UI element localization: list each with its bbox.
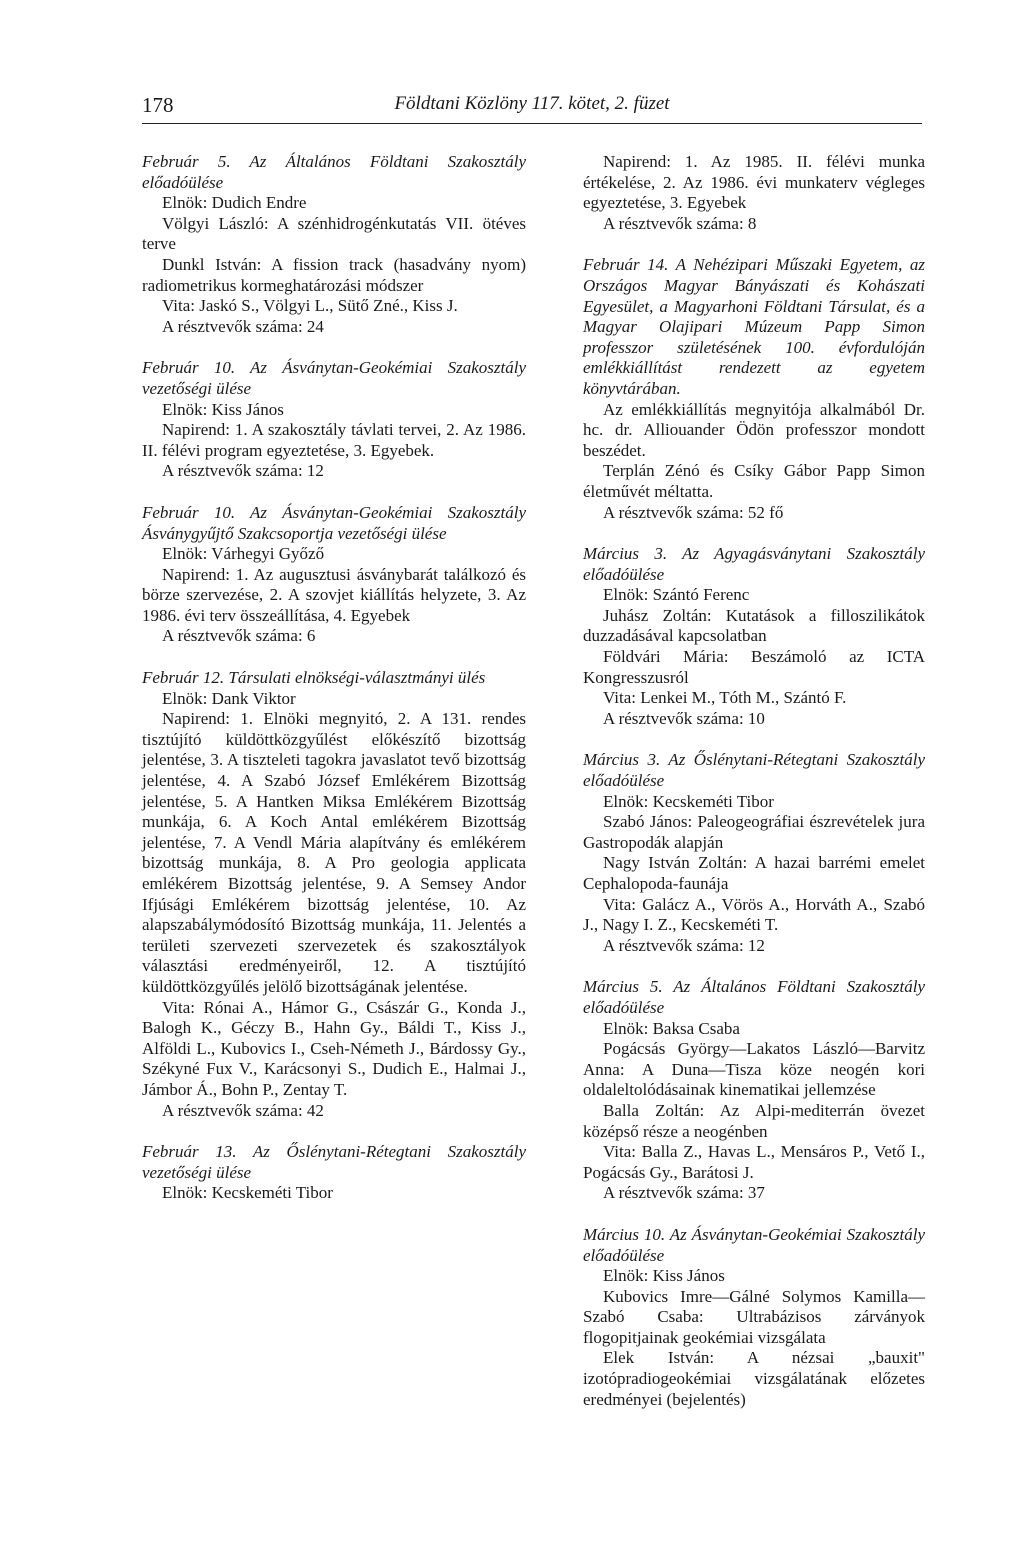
entry-line: Völgyi László: A szénhidrogénkutatás VII. ötéves terve	[142, 213, 526, 254]
page-number: 178	[142, 93, 174, 117]
running-header	[142, 93, 922, 124]
entry-line: Kubovics Imre—Gálné Solymos Kamilla—Szabó Csaba: Ultrabázisos zárványok flogopitjainak geokémiai vizsgálata	[583, 1286, 925, 1347]
meeting-entry	[583, 255, 925, 523]
entry-title: Február 10. Az Ásványtan-Geokémiai Szakosztály Ásványgyűjtő Szakcsoportja vezetőségi ülése	[142, 502, 526, 543]
meeting-entry	[583, 977, 925, 1204]
entry-line: Vita: Galácz A., Vörös A., Horváth A., Szabó J., Nagy I. Z., Kecskeméti T.	[583, 894, 925, 935]
entry-line: Szabó János: Paleogeográfiai észrevételek jura Gastropodák alapján	[583, 812, 925, 852]
meeting-entry	[142, 668, 526, 1121]
right-column	[583, 152, 925, 1431]
entry-line: Elnök: Kecskeméti Tibor	[603, 791, 774, 811]
left-column	[142, 152, 526, 1225]
entry-line: Terplán Zénó és Csíky Gábor Papp Simon életművét méltatta.	[583, 461, 925, 501]
entry-line: Nagy István Zoltán: A hazai barrémi emelet Cephalopoda-faunája	[583, 853, 925, 893]
entry-line: Elnök: Kiss János	[162, 399, 284, 419]
entry-line: A résztvevők száma: 12	[603, 935, 765, 955]
entry-title: Február 5. Az Általános Földtani Szakosztály előadóülése	[142, 152, 526, 192]
entry-line: A résztvevők száma: 6	[162, 626, 316, 646]
entry-line: A résztvevők száma: 52 fő	[603, 502, 784, 522]
meeting-entry	[583, 544, 925, 729]
entry-line: Vita: Rónai A., Hámor G., Császár G., Konda J., Balogh K., Géczy B., Hahn Gy., Báldi T., Kiss J., Alföldi L., Kubovics I., Cseh-Németh J., Bárdossy Gy., Székyné Fux V., Karácsonyi S., Dudich E., Halmai J., Jámbor Á., Bohn P., Zentay T.	[142, 997, 526, 1099]
entry-line: Elek István: A nézsai „bauxit" izotópradiogeokémiai vizsgálatának előzetes eredményei (bejelentés)	[583, 1348, 925, 1409]
meeting-entry	[583, 1225, 925, 1410]
entry-line: Elnök: Dank Viktor	[162, 688, 296, 708]
entry-line: A résztvevők száma: 42	[162, 1100, 324, 1120]
entry-line: Vita: Jaskó S., Völgyi L., Sütő Zné., Kiss J.	[162, 296, 458, 316]
entry-title: Február 12. Társulati elnökségi-választmányi ülés	[142, 668, 486, 688]
entry-line: A résztvevők száma: 8	[603, 213, 757, 233]
journal-title: Földtani Közlöny 117. kötet, 2. füzet	[394, 93, 670, 114]
entry-title: Február 13. Az Őslénytani-Rétegtani Szakosztály vezetőségi ülése	[142, 1142, 526, 1182]
entry-line: Vita: Balla Z., Havas L., Mensáros P., Vető I., Pogácsás Gy., Barátosi J.	[583, 1142, 925, 1182]
entry-line: Elnök: Kiss János	[603, 1266, 725, 1286]
entry-line: A résztvevők száma: 24	[162, 316, 324, 336]
meeting-entry	[142, 152, 526, 337]
entry-line: A résztvevők száma: 10	[603, 708, 765, 728]
entry-title: Március 5. Az Általános Földtani Szakosztály előadóülése	[583, 977, 925, 1017]
entry-line: Dunkl István: A fission track (hasadvány nyom) radiometrikus kormeghatározási módszer	[142, 254, 526, 295]
entry-line: Vita: Lenkei M., Tóth M., Szántó F.	[603, 688, 847, 708]
entry-line: A résztvevők száma: 12	[162, 461, 324, 481]
entry-line: Napirend: 1. A szakosztály távlati tervei, 2. Az 1986. II. félévi program egyeztetése, 3. Egyebek.	[142, 420, 526, 460]
meeting-entry	[583, 152, 925, 234]
entry-line: Balla Zoltán: Az Alpi-mediterrán övezet középső része a neogénben	[583, 1100, 925, 1141]
entry-title: Február 14. A Nehézipari Műszaki Egyetem, az Országos Magyar Bányászati és Kohászati Egyesület, a Magyarhoni Földtani Társulat, és a Magyar Olajipari Múzeum Papp Simon professzor születésének 100. évfordulóján emlékkiállítást rendezett az egyetem könyvtárában.	[583, 255, 925, 398]
entry-title: Február 10. Az Ásványtan-Geokémiai Szakosztály vezetőségi ülése	[142, 358, 526, 398]
entry-title: Március 3. Az Őslénytani-Rétegtani Szakosztály előadóülése	[583, 750, 925, 791]
entry-line: Pogácsás György—Lakatos László—Barvitz Anna: A Duna—Tisza köze neogén kori oldaleltolódásainak kinematikai jellemzése	[583, 1039, 925, 1100]
entry-title: Március 10. Az Ásványtan-Geokémiai Szakosztály előadóülése	[583, 1224, 925, 1265]
entry-line: Napirend: 1. Az 1985. II. félévi munka értékelése, 2. Az 1986. évi munkaterv végleges egyeztetése, 3. Egyebek	[583, 152, 925, 213]
entry-line: Elnök: Baksa Csaba	[603, 1018, 740, 1038]
entry-line: Elnök: Dudich Endre	[162, 193, 307, 213]
entry-line: Földvári Mária: Beszámoló az ICTA Kongresszusról	[583, 647, 925, 687]
entry-line: Napirend: 1. Elnöki megnyitó, 2. A 131. rendes tisztújító küldöttközgyűlést előkészítő bizottság jelentése, 3. A tiszteleti tagokra javaslatot tevő bizottság jelentése, 4. A Szabó József Emlékérem Bizottság jelentése, 5. A Hantken Miksa Emlékérem Bizottság munkája, 6. A Koch Antal emlékérem Bizottság jelentése, 7. A Vendl Mária alapítvány és emlékérem bizottság munkája, 8. A Pro geologia applicata emlékérem Bizottság jelentése, 9. A Semsey Andor Ifjúsági Emlékérem bizottság jelentése, 10. Az alapszabálymódosító Bizottság munkája, 11. Jelentés a területi szervezeti szervezetek és szakosztályok választási eredményeiről, 12. A tisztújító küldöttközgyűlés jelölő bizottságának jelentése.	[142, 709, 526, 996]
entry-line: Juhász Zoltán: Kutatások a filloszilikátok duzzadásával kapcsolatban	[583, 605, 925, 646]
meeting-entry	[142, 503, 526, 647]
entry-line: Az emlékkiállítás megnyitója alkalmából Dr. hc. dr. Alliouander Ödön professzor mondott beszédet.	[583, 399, 925, 460]
entry-title: Március 3. Az Agyagásványtani Szakosztály előadóülése	[583, 544, 925, 584]
entry-line: Elnök: Várhegyi Győző	[162, 544, 325, 564]
entry-line: A résztvevők száma: 37	[603, 1183, 765, 1203]
meeting-entry	[583, 750, 925, 956]
entry-line: Elnök: Szántó Ferenc	[603, 585, 750, 605]
entry-line: Elnök: Kecskeméti Tibor	[162, 1183, 333, 1203]
meeting-entry	[142, 1142, 526, 1204]
meeting-entry	[142, 358, 526, 482]
entry-line: Napirend: 1. Az augusztusi ásványbarát találkozó és börze szervezése, 2. A szovjet kiállítás helyzete, 3. Az 1986. évi terv összeállítása, 4. Egyebek	[142, 564, 526, 625]
